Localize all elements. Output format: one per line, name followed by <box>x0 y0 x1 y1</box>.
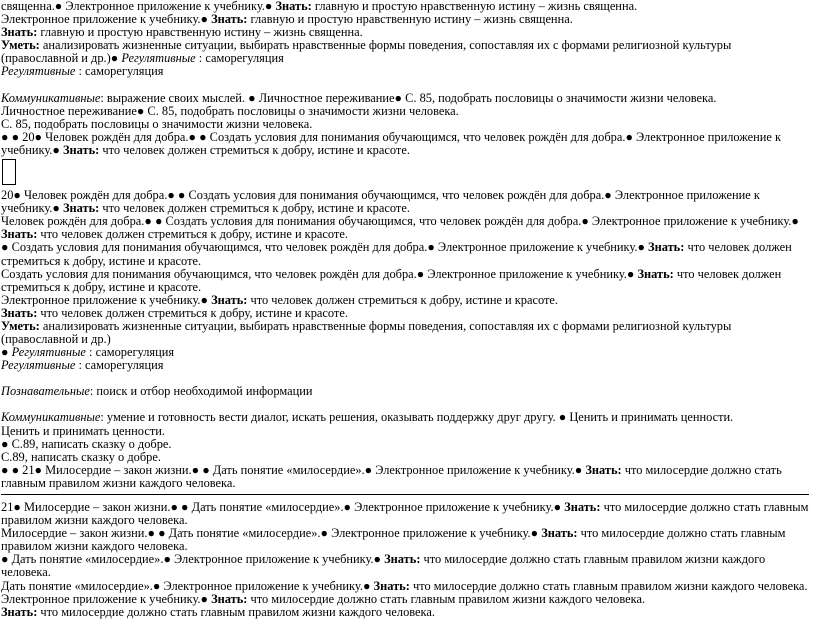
bold-label: Знать: <box>1 25 38 40</box>
italic-label: Регулятивные <box>1 64 76 79</box>
italic-label: Познавательные <box>1 384 90 399</box>
text-segment: : саморегуляция <box>75 64 164 79</box>
bold-label: Знать: <box>1 604 38 619</box>
text-segment: что милосердие должно стать главным правилом жизни каждого человека. <box>1 552 766 580</box>
text-segment: Личностное переживание● С. 85, подобрать пословицы о значимости жизни человека. <box>1 103 459 118</box>
italic-label: Регулятивные <box>11 345 86 360</box>
bold-label: Знать: <box>62 142 100 157</box>
text-line <box>1 385 809 398</box>
text-line <box>1 501 809 527</box>
bold-label: Знать: <box>275 0 312 13</box>
text-segment: главную и простую нравственную истину – жизнь священна. <box>247 12 573 27</box>
text-segment: что человек должен стремиться к добру, истине и красоте. <box>99 142 410 157</box>
italic-label: Коммуникативные <box>1 410 101 425</box>
empty-box <box>2 159 16 185</box>
text-segment: : саморегуляция <box>195 51 284 66</box>
italic-label: Коммуникативные <box>1 90 101 105</box>
text-segment: что человек должен стремиться к добру, истине и красоте. <box>37 305 348 320</box>
bold-label: Уметь: <box>1 318 40 333</box>
text-segment: что человек должен стремиться к добру, истине и красоте. <box>247 292 559 307</box>
bold-label: Знать: <box>1 305 38 320</box>
horizontal-rule <box>1 494 809 495</box>
text-line <box>1 606 809 619</box>
text-segment: Дать понятие «милосердие».● Электронное приложение к учебнику.● <box>1 578 374 593</box>
text-line <box>1 320 809 346</box>
text-line <box>1 359 809 372</box>
text-segment: что человек должен стремиться к добру, истине и красоте. <box>99 201 410 216</box>
text-segment: что милосердие должно стать главным правилом жизни каждого человека. <box>247 591 646 606</box>
italic-label: Регулятивные <box>1 358 76 373</box>
text-segment: ● С.89, написать сказку о добре. <box>1 436 172 451</box>
text-line <box>1 215 809 241</box>
text-line <box>1 189 809 215</box>
text-segment: : умение и готовность вести диалог, искать решения, оказывать поддержку друг другу. ● Ценить и принимать ценности. <box>100 410 734 425</box>
text-segment: : поиск и отбор необходимой информации <box>89 384 313 399</box>
text-segment: главную и простую нравственную истину – жизнь священна. <box>37 25 363 40</box>
text-line <box>1 39 809 65</box>
text-line <box>1 553 809 579</box>
text-segment: Электронное приложение к учебнику.● <box>1 12 212 27</box>
text-segment: ● Дать понятие «милосердие».● Электронное приложение к учебнику.● <box>1 552 385 567</box>
text-segment: : саморегуляция <box>75 358 164 373</box>
text-line <box>1 65 809 78</box>
text-segment: Человек рождён для добра.● ● Создать условия для понимания обучающимся, что человек рождён для добра.● Электронное приложение к учебнику.● <box>1 214 799 229</box>
text-segment: ● <box>1 345 12 360</box>
text-segment: что человек должен стремиться к добру, истине и красоте. <box>37 227 348 242</box>
text-segment: : саморегуляция <box>85 345 175 360</box>
text-segment: ● ● 20● Человек рождён для добра.● ● Создать условия для понимания обучающимся, что человек рождён для добра.● Электронное приложение к учебнику.● <box>1 129 782 157</box>
text-segment: что человек должен стремиться к добру, истине и красоте. <box>1 266 782 294</box>
text-segment: анализировать жизненные ситуации, выбирать нравственные формы поведения, сопоставляя их с формами религиозной культуры (православной и др.)● <box>1 38 732 66</box>
text-line <box>1 268 809 294</box>
bold-label: Знать: <box>1 227 38 242</box>
text-segment: что милосердие должно стать главным правилом жизни каждого человека. <box>1 500 809 528</box>
bold-label: Знать: <box>211 591 248 606</box>
text-segment: Милосердие – закон жизни.● ● Дать понятие «милосердие».● Электронное приложение к учебнику.● <box>1 526 542 541</box>
text-segment: Электронное приложение к учебнику.● <box>1 591 212 606</box>
text-segment: что милосердие должно стать главным правилом жизни каждого человека. <box>409 578 808 593</box>
italic-label: Регулятивные <box>121 51 196 66</box>
text-segment: главную и простую нравственную истину – жизнь священна. <box>311 0 638 13</box>
bold-label: Знать: <box>648 240 685 255</box>
bold-label: Знать: <box>564 500 601 514</box>
text-line <box>1 464 809 490</box>
bold-label: Знать: <box>637 266 674 281</box>
text-segment: священна.● Электронное приложение к учебнику.● <box>1 0 276 13</box>
text-segment: что милосердие должно стать главным правилом жизни каждого человека. <box>1 526 786 554</box>
text-line <box>1 131 809 157</box>
text-segment: что милосердие должно стать главным правилом жизни каждого человека. <box>37 604 435 619</box>
bold-label: Знать: <box>373 578 410 593</box>
bold-label: Знать: <box>211 12 248 27</box>
text-segment: Ценить и принимать ценности. <box>1 423 165 438</box>
bold-label: Уметь: <box>1 38 40 53</box>
text-segment: Создать условия для понимания обучающимся, что человек рождён для добра.● Электронное приложение к учебнику.● <box>1 266 638 281</box>
text-segment: ● ● 21● Милосердие – закон жизни.● ● Дать понятие «милосердие».● Электронное приложение к учебнику.● <box>1 462 586 477</box>
text-segment: что милосердие должно стать главным правилом жизни каждого человека. <box>1 462 782 490</box>
text-segment: С.89, написать сказку о добре. <box>1 449 161 464</box>
text-segment: анализировать жизненные ситуации, выбирать нравственные формы поведения, сопоставляя их с формами религиозной культуры (православной и др.) <box>1 318 732 347</box>
text-segment: 21● Милосердие – закон жизни.● ● Дать понятие «милосердие».● Электронное приложение к учебнику.● <box>1 500 565 514</box>
text-segment: 20● Человек рождён для добра.● ● Создать условия для понимания обучающимся, что человек рождён для добра.● Электронное приложение к учебнику.● <box>1 188 760 216</box>
bold-label: Знать: <box>211 292 248 307</box>
bold-label: Знать: <box>541 526 578 541</box>
bold-label: Знать: <box>585 462 622 477</box>
text-line <box>1 527 809 553</box>
text-line <box>1 241 809 267</box>
bold-label: Знать: <box>62 201 100 216</box>
bold-label: Знать: <box>384 552 421 567</box>
text-segment: что человек должен стремиться к добру, истине и красоте. <box>1 240 792 268</box>
text-segment: Электронное приложение к учебнику.● <box>1 292 212 307</box>
text-segment: : выражение своих мыслей. ● Личностное переживание● С. 85, подобрать пословицы о значимости жизни человека. <box>100 90 717 105</box>
text-segment: С. 85, подобрать пословицы о значимости жизни человека. <box>1 116 313 131</box>
text-segment: ● Создать условия для понимания обучающимся, что человек рождён для добра.● Электронное приложение к учебнику.● <box>1 240 649 255</box>
